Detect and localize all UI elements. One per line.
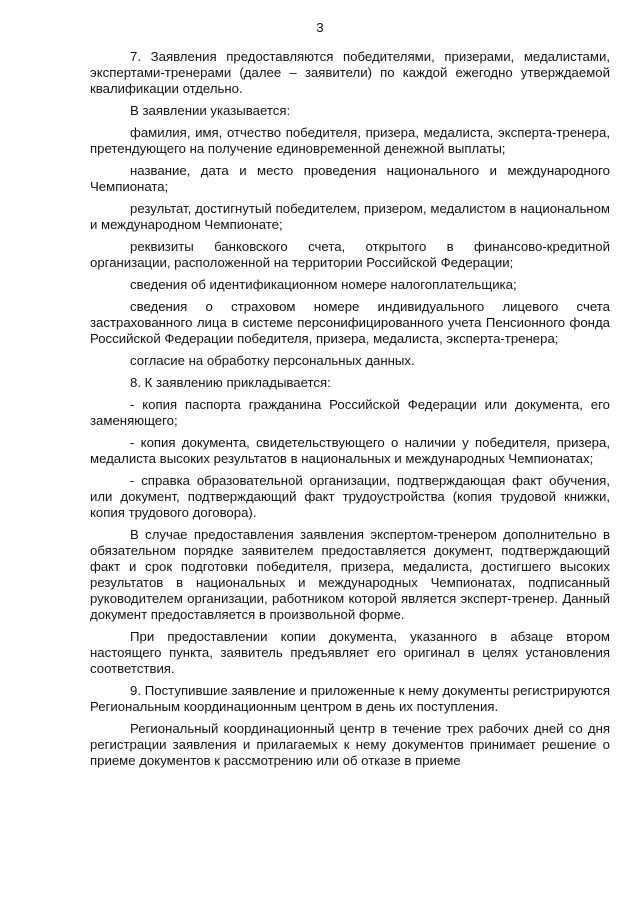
list-item-consent: согласие на обработку персональных данных. (130, 353, 415, 368)
list-item-full-name: фамилия, имя, отчество победителя, призера, медалиста, эксперта-тренера, претендующего на получение единовременной денежной выплаты; (90, 125, 610, 156)
paragraph-8-heading: 8. К заявлению прикладывается: (130, 375, 331, 390)
list-item-education-certificate: - справка образовательной организации, подтверждающая факт обучения, или документ, подтверждающий факт трудоустройства (копия трудовой книжки, копия трудового договора). (90, 473, 610, 520)
page-number: 3 (316, 20, 324, 35)
list-item-results-document: - копия документа, свидетельствующего о наличии у победителя, призера, медалиста высоких результатов в национальных и международных Чемпионатах; (90, 435, 610, 466)
list-item-tax-id: сведения об идентификационном номере налогоплательщика; (130, 277, 517, 292)
paragraph-expert-trainer: В случае предоставления заявления экспертом-тренером дополнительно в обязательном порядке заявителем предоставляется документ, подтверждающий факт и срок подготовки победителя, призера, медалиста, достигшего высоких результатов в национальных и международных Чемпионатах, подписанный руководителем организации, работником которой является эксперт-тренер. Данный документ предоставляется в произвольной форме. (90, 527, 610, 622)
list-item-passport-copy: - копия паспорта гражданина Российской Федерации или документа, его заменяющего; (90, 397, 610, 428)
list-item-result: результат, достигнутый победителем, призером, медалистом в национальном и международном Чемпионате; (90, 201, 610, 232)
paragraph-7-intro: 7. Заявления предоставляются победителями, призерами, медалистами, экспертами-тренерами (далее – заявители) по каждой ежегодно утверждаемой квалификации отдельно. (90, 49, 610, 96)
list-item-insurance-number: сведения о страховом номере индивидуального лицевого счета застрахованного лица в системе персонифицированного учета Пенсионного фонда Российской Федерации победителя, призера, медалиста, эксперта-тренера; (90, 299, 610, 346)
paragraph-9-registration: 9. Поступившие заявление и приложенные к нему документы регистрируются Региональным координационным центром в день их поступления. (90, 683, 610, 714)
paragraph-application-contents-heading: В заявлении указывается: (130, 103, 291, 118)
paragraph-original-document: При предоставлении копии документа, указанного в абзаце втором настоящего пункта, заявитель предъявляет его оригинал в целях установления соответствия. (90, 629, 610, 676)
paragraph-decision: Региональный координационный центр в течение трех рабочих дней со дня регистрации заявления и прилагаемых к нему документов принимает решение о приеме документов к рассмотрению или об отказе в приеме (90, 721, 610, 768)
list-item-bank-details: реквизиты банковского счета, открытого в финансово-кредитной организации, расположенной на территории Российской Федерации; (90, 239, 610, 270)
list-item-championship-info: название, дата и место проведения национального и международного Чемпионата; (90, 163, 610, 194)
document-body (90, 49, 610, 775)
